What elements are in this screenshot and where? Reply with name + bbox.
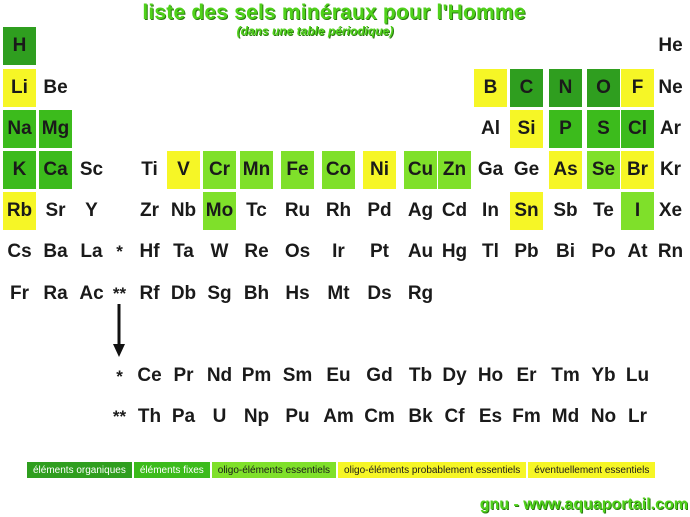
element-i: I — [621, 192, 654, 230]
element-p: P — [549, 110, 582, 148]
element-dy: Dy — [442, 365, 467, 386]
element-cf: Cf — [444, 406, 465, 427]
element-mg: Mg — [39, 110, 72, 148]
element-in: In — [482, 200, 499, 221]
element-rg: Rg — [407, 283, 434, 304]
element-at: At — [627, 241, 648, 262]
element-sn: Sn — [510, 192, 543, 230]
element-eu: Eu — [326, 365, 351, 386]
element-ru: Ru — [284, 200, 311, 221]
element-sb: Sb — [553, 200, 578, 221]
element-pu: Pu — [285, 406, 310, 427]
element-se: Se — [587, 151, 620, 189]
element-pb: Pb — [514, 241, 539, 262]
element-bh: Bh — [243, 283, 270, 304]
element-er: Er — [516, 365, 537, 386]
element-b: B — [474, 69, 507, 107]
element-la: La — [80, 241, 103, 262]
element-na: Na — [3, 110, 36, 148]
element-gd: Gd — [366, 365, 393, 386]
element-ba: Ba — [43, 241, 68, 262]
element-pd: Pd — [367, 200, 392, 221]
element-np: Np — [243, 406, 270, 427]
actinide-marker: ** — [112, 284, 127, 303]
element-sc: Sc — [79, 159, 104, 180]
lanthanide-marker: * — [116, 242, 123, 261]
element-ds: Ds — [367, 283, 392, 304]
element-re: Re — [244, 241, 269, 262]
arrow-down-icon — [112, 304, 126, 358]
page-subtitle: (dans une table périodique) — [236, 24, 394, 38]
element-tl: Tl — [482, 241, 499, 262]
element-pr: Pr — [173, 365, 194, 386]
element-u: U — [212, 406, 227, 427]
lanthanide-series-marker: * — [116, 367, 123, 386]
element-nd: Nd — [206, 365, 233, 386]
element-co: Co — [322, 151, 355, 189]
element-pa: Pa — [171, 406, 196, 427]
element-tc: Tc — [246, 200, 267, 221]
element-he: He — [658, 35, 683, 56]
element-al: Al — [481, 118, 500, 139]
element-hg: Hg — [441, 241, 468, 262]
element-s: S — [587, 110, 620, 148]
element-es: Es — [478, 406, 503, 427]
element-ce: Ce — [137, 365, 162, 386]
element-h: H — [3, 27, 36, 65]
element-fe: Fe — [281, 151, 314, 189]
element-db: Db — [170, 283, 197, 304]
element-pm: Pm — [241, 365, 272, 386]
actinide-series-marker: ** — [112, 407, 127, 426]
element-ca: Ca — [39, 151, 72, 189]
element-br: Br — [621, 151, 654, 189]
element-pt: Pt — [370, 241, 389, 262]
element-xe: Xe — [658, 200, 683, 221]
element-kr: Kr — [659, 159, 682, 180]
element-si: Si — [510, 110, 543, 148]
element-sr: Sr — [45, 200, 66, 221]
element-zr: Zr — [140, 200, 159, 221]
element-rh: Rh — [325, 200, 352, 221]
element-th: Th — [137, 406, 162, 427]
legend-essential-trace: oligo-éléments essentiels — [212, 462, 336, 478]
element-yb: Yb — [591, 365, 616, 386]
element-ta: Ta — [173, 241, 194, 262]
element-o: O — [587, 69, 620, 107]
element-bk: Bk — [408, 406, 433, 427]
legend — [27, 462, 655, 478]
page-title: liste des sels minéraux pour l'Homme — [142, 1, 526, 24]
element-ar: Ar — [659, 118, 682, 139]
element-ni: Ni — [363, 151, 396, 189]
element-y: Y — [85, 200, 98, 221]
element-ga: Ga — [477, 159, 504, 180]
element-no: No — [590, 406, 617, 427]
element-nb: Nb — [170, 200, 197, 221]
element-sg: Sg — [207, 283, 232, 304]
element-c: C — [510, 69, 543, 107]
element-rn: Rn — [657, 241, 684, 262]
element-am: Am — [323, 406, 354, 427]
element-lu: Lu — [625, 365, 650, 386]
element-cl: Cl — [621, 110, 654, 148]
element-cs: Cs — [7, 241, 32, 262]
element-hf: Hf — [139, 241, 160, 262]
element-te: Te — [593, 200, 614, 221]
credit-text: gnu - www.aquaportail.com — [479, 496, 688, 513]
element-k: K — [3, 151, 36, 189]
element-tb: Tb — [408, 365, 433, 386]
element-bi: Bi — [556, 241, 575, 262]
element-cm: Cm — [364, 406, 395, 427]
element-zn: Zn — [438, 151, 471, 189]
element-v: V — [167, 151, 200, 189]
element-cu: Cu — [404, 151, 437, 189]
element-ac: Ac — [79, 283, 104, 304]
element-hs: Hs — [285, 283, 310, 304]
element-as: As — [549, 151, 582, 189]
element-ra: Ra — [43, 283, 68, 304]
element-mt: Mt — [327, 283, 350, 304]
element-li: Li — [3, 69, 36, 107]
element-n: N — [549, 69, 582, 107]
element-fr: Fr — [10, 283, 29, 304]
element-ti: Ti — [141, 159, 158, 180]
element-sm: Sm — [282, 365, 313, 386]
element-md: Md — [551, 406, 580, 427]
element-lr: Lr — [628, 406, 647, 427]
element-ne: Ne — [658, 77, 683, 98]
element-au: Au — [407, 241, 434, 262]
element-f: F — [621, 69, 654, 107]
element-ag: Ag — [407, 200, 434, 221]
element-rb: Rb — [3, 192, 36, 230]
element-be: Be — [43, 77, 68, 98]
element-tm: Tm — [551, 365, 580, 386]
element-cd: Cd — [441, 200, 468, 221]
legend-fixed-elements: éléments fixes — [134, 462, 210, 478]
legend-organic-elements: éléments organiques — [27, 462, 132, 478]
element-po: Po — [591, 241, 616, 262]
element-mo: Mo — [203, 192, 236, 230]
element-ho: Ho — [477, 365, 504, 386]
element-mn: Mn — [240, 151, 273, 189]
legend-possibly-essential: éventuellement essentiels — [528, 462, 655, 478]
element-ir: Ir — [332, 241, 345, 262]
element-os: Os — [284, 241, 311, 262]
element-ge: Ge — [513, 159, 540, 180]
element-w: W — [210, 241, 229, 262]
legend-probable-trace: oligo-éléments probablement essentiels — [338, 462, 526, 478]
element-cr: Cr — [203, 151, 236, 189]
element-fm: Fm — [512, 406, 541, 427]
element-rf: Rf — [139, 283, 160, 304]
